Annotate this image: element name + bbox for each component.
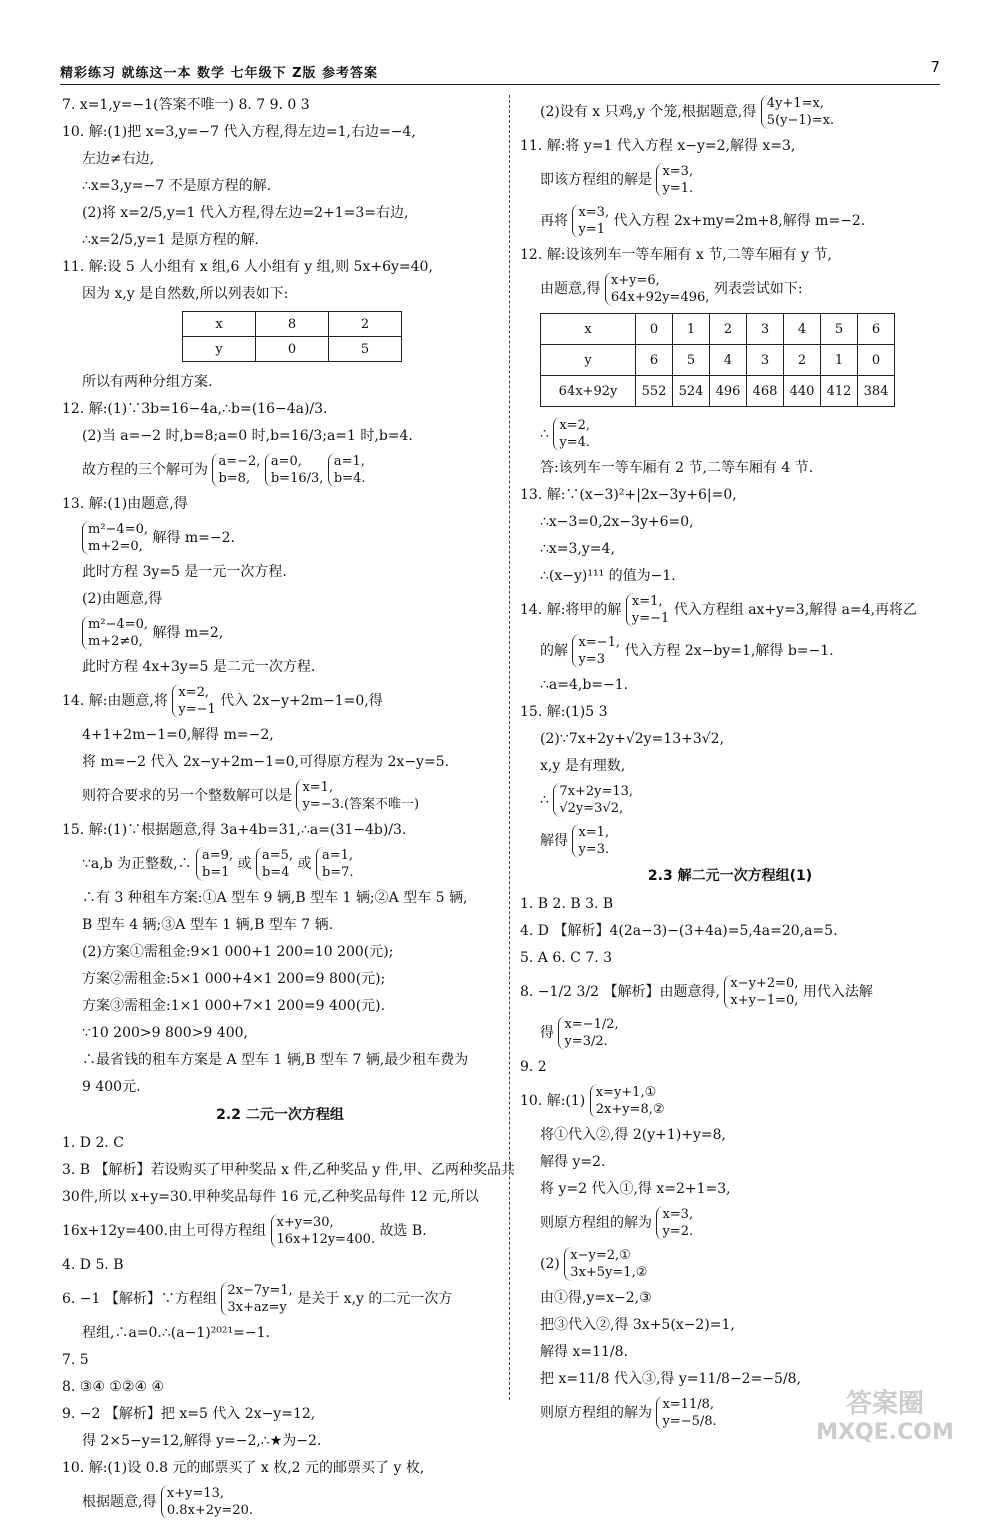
equation-system: [161, 1485, 253, 1519]
answer-line: [520, 417, 940, 451]
equation: x=1,: [578, 825, 610, 840]
table-row: [183, 337, 402, 362]
equation: m²−4=0,: [88, 522, 148, 537]
or-text: 或: [237, 856, 252, 872]
answer-line: 13. 解:(1)由题意,得: [62, 496, 188, 512]
answer-line: [520, 824, 940, 858]
equation-system: [572, 204, 609, 238]
answer-line: [520, 975, 940, 1009]
equation: y=3.: [578, 842, 610, 857]
equation-system: [212, 453, 260, 487]
equation-system: [172, 684, 215, 718]
table-cell: x: [541, 314, 636, 345]
equation: a=5,: [261, 848, 294, 863]
equation: y=4.: [559, 435, 591, 450]
answer-line: [520, 1206, 940, 1240]
answer-text: 代入方程 2x+my=2m+8,解得 m=−2.: [613, 213, 866, 229]
answer-line: [520, 95, 940, 129]
answer-text: 由题意,得: [540, 281, 601, 297]
equation: b=1: [202, 865, 230, 880]
equation-system: [256, 847, 293, 881]
watermark-bottom: MXQE.COM: [816, 1420, 954, 1445]
table-row: [541, 345, 895, 376]
answer-line: (2)方案①需租金:9×1 000+1 200=10 200(元);: [82, 944, 394, 960]
equation: x=2,: [559, 418, 591, 433]
equation: y=1: [578, 222, 605, 237]
equation: a=0,: [270, 454, 302, 469]
answer-line: 得 2×5−y=12,解得 y=−2,∴★为−2.: [82, 1433, 322, 1449]
equation: x=3,: [662, 164, 694, 179]
answer-line: ∴(x−y)¹¹¹ 的值为−1.: [540, 568, 676, 584]
answer-line: 将 y=2 代入①,得 x=2+1=3,: [540, 1181, 731, 1197]
answer-text: 的解: [540, 643, 568, 659]
answer-text: (2)设有 x 只鸡,y 个笼,根据题意,得: [540, 104, 757, 120]
answer-line: 4+1+2m−1=0,解得 m=−2,: [82, 727, 274, 743]
equation: x=−1/2,: [564, 1017, 619, 1032]
equation: x=2,: [178, 685, 209, 700]
answer-line: 9 400元.: [82, 1079, 141, 1095]
answer-line: 9. 2: [520, 1059, 547, 1075]
equation-system: [590, 1084, 665, 1118]
answer-line: 所以有两种分组方案.: [82, 374, 213, 390]
table-cell: 552: [636, 376, 673, 407]
table-cell: 6: [858, 314, 895, 345]
equation: 64x+92y=496,: [610, 290, 710, 305]
equation: 0.8x+2y=20.: [166, 1503, 253, 1518]
table-cell: y: [183, 337, 256, 362]
equation-system: [328, 453, 366, 487]
equation: b=16/3,: [270, 471, 324, 486]
table-cell: 4: [710, 345, 747, 376]
equation: x=1,: [302, 780, 334, 795]
equation: 2x+y=8,②: [595, 1102, 665, 1117]
answer-line: [520, 1084, 940, 1118]
table-cell: 5: [329, 337, 402, 362]
equation: m²−4=0,: [88, 617, 148, 632]
equation-system: [553, 417, 590, 451]
answer-line: 方案③需租金:1×1 000+7×1 200=9 400(元).: [82, 998, 386, 1014]
answer-line: ∴x−3=0,2x−3y+6=0,: [540, 514, 694, 530]
answer-line: 11. 解:将 y=1 代入方程 x−y=2,解得 x=3,: [520, 138, 796, 154]
answer-line: (2)∵7x+2y+√2y=13+3√2,: [540, 731, 725, 747]
equation: y=−3.(答案不唯一): [302, 797, 420, 812]
equation: x=3,: [578, 205, 610, 220]
page-header: [60, 58, 940, 85]
equation: 7x+2y=13,: [559, 784, 634, 799]
answer-line: [520, 163, 940, 197]
equation-system: [316, 847, 354, 881]
watermark-top: 答案圈: [845, 1389, 924, 1419]
answer-line: ∴x=2/5,y=1 是原方程的解.: [82, 232, 259, 248]
equation: 4y+1=x,: [766, 96, 824, 111]
answer-text: 6. −1 【解析】∵方程组: [62, 1291, 217, 1307]
table-cell: 6: [636, 345, 673, 376]
answer-text: 得: [540, 1025, 554, 1041]
answer-line: 7. x=1,y=−1(答案不唯一) 8. 7 9. 0 3: [62, 97, 310, 113]
answer-line: 10. 解:(1)把 x=3,y=−7 代入方程,得左边=1,右边=−4,: [62, 124, 416, 140]
page-number: 7: [930, 58, 940, 76]
equation: y=3/2.: [564, 1034, 608, 1049]
equation: b=4.: [333, 471, 366, 486]
table-cell: 0: [858, 345, 895, 376]
answer-line: 12. 解:(1)∵3b=16−4a,∴b=(16−4a)/3.: [62, 401, 328, 417]
answer-line: [520, 204, 940, 238]
equation: √2y=3√2,: [559, 801, 624, 816]
answer-text: 即该方程组的解是: [540, 172, 652, 188]
table-cell: 4: [784, 314, 821, 345]
table-cell: 5: [673, 345, 710, 376]
trial-table: [540, 313, 895, 407]
answer-line: 15. 解:(1)∵根据题意,得 3a+4b=31,∴a=(31−4b)/3.: [62, 822, 407, 838]
table-cell: 1: [821, 345, 858, 376]
equation: y=1.: [662, 181, 694, 196]
answer-text: ∴: [540, 426, 549, 442]
answer-line: 答:该列车一等车厢有 2 节,二等车厢有 4 节.: [540, 460, 814, 476]
equation: 5(y−1)=x.: [766, 113, 835, 128]
answer-text: (2): [540, 1256, 560, 1272]
answer-text: 代入 2x−y+2m−1=0,得: [220, 693, 383, 709]
answer-line: [62, 847, 498, 881]
table-cell: 0: [636, 314, 673, 345]
answer-line: [520, 1247, 940, 1281]
equation-system: [626, 593, 669, 627]
equation: y=2.: [662, 1224, 694, 1239]
table-cell: 524: [673, 376, 710, 407]
answer-line: (2)当 a=−2 时,b=8;a=0 时,b=16/3;a=1 时,b=4.: [82, 428, 413, 444]
equation: b=8,: [218, 471, 251, 486]
answer-text: 解得 m=2,: [152, 625, 224, 641]
table-cell: 496: [710, 376, 747, 407]
answer-line: [62, 521, 498, 555]
answer-line: (2)将 x=2/5,y=1 代入方程,得左边=2+1=3=右边,: [82, 205, 409, 221]
equation-system: [196, 847, 233, 881]
equation: x+y=6,: [610, 273, 660, 288]
equation: 2x−7y=1,: [227, 1283, 293, 1298]
table-cell: 8: [256, 312, 329, 337]
answer-line: 30件,所以 x+y=30.甲种奖品每件 16 元,乙种奖品每件 12 元,所以: [62, 1189, 479, 1205]
header-title: 精彩练习 就练这一本 数学 七年级下 Z版 参考答案: [60, 66, 379, 81]
answer-line: 把 x=11/8 代入③,得 y=11/8−2=−5/8,: [540, 1371, 802, 1387]
equation-system: [656, 1206, 693, 1240]
equation: 3x+5y=1,②: [570, 1265, 648, 1280]
table-cell: 0: [256, 337, 329, 362]
equation: 16x+12y=400.: [276, 1232, 376, 1247]
answer-text: 列表尝试如下:: [713, 281, 803, 297]
answer-line: [520, 272, 940, 306]
answer-line: [520, 783, 940, 817]
table-cell: 2: [329, 312, 402, 337]
answer-line: [62, 779, 498, 813]
answer-line: 程组,∴a=0.∴(a−1)²⁰²¹=−1.: [82, 1325, 270, 1341]
left-column: [62, 95, 516, 1526]
answer-line: ∴有 3 种租车方案:①A 型车 9 辆,B 型车 1 辆;②A 型车 5 辆,: [82, 890, 468, 906]
table-cell: 64x+92y: [541, 376, 636, 407]
answer-line: ∴a=4,b=−1.: [540, 677, 629, 693]
equation: m+2≠0,: [88, 634, 143, 649]
equation-system: [265, 453, 324, 487]
equation-system: [605, 272, 710, 306]
answer-line: 10. 解:(1)设 0.8 元的邮票买了 x 枚,2 元的邮票买了 y 枚,: [62, 1460, 425, 1476]
answer-line: ∴x=3,y=4,: [540, 541, 615, 557]
answer-text: 代入方程 2x−by=1,解得 b=−1.: [624, 643, 834, 659]
table-row: [541, 314, 895, 345]
answer-text: 10. 解:(1): [520, 1093, 586, 1109]
equation: a=−2,: [218, 454, 261, 469]
equation: x=3,: [662, 1207, 694, 1222]
answer-text: 解得 m=−2.: [152, 530, 235, 546]
equation: x=−1,: [578, 635, 620, 650]
answer-text: 用代入法解: [802, 984, 873, 1000]
answer-line: [62, 453, 498, 487]
answer-line: 解得 x=11/8.: [540, 1344, 628, 1360]
answer-line: [62, 1282, 498, 1316]
answer-line: [520, 1016, 940, 1050]
answer-line: 13. 解:∵(x−3)²+|2x−3y+6|=0,: [520, 487, 737, 503]
answer-text: 则原方程组的解为: [540, 1215, 652, 1231]
equation-system: [271, 1214, 376, 1248]
equation: x−y+2=0,: [730, 976, 799, 991]
table-cell: 3: [747, 345, 784, 376]
answer-line: 将 m=−2 代入 2x−y+2m−1=0,可得原方程为 2x−y=5.: [82, 754, 450, 770]
equation: a=9,: [202, 848, 234, 863]
equation: y=−1: [178, 702, 216, 717]
equation: b=7.: [321, 865, 354, 880]
equation: x=11/8,: [662, 1397, 715, 1412]
answer-line: (2)由题意,得: [82, 591, 163, 607]
equation-system: [656, 1396, 716, 1430]
equation-system: [572, 634, 620, 668]
equation-system: [564, 1247, 647, 1281]
equation: y=−1: [631, 611, 670, 626]
answer-line: 解得 y=2.: [540, 1154, 606, 1170]
answer-line: 此时方程 3y=5 是一元一次方程.: [82, 564, 287, 580]
equation-system: [656, 163, 693, 197]
answer-line: 12. 解:设该列车一等车厢有 x 节,二等车厢有 y 节,: [520, 247, 832, 263]
answer-text: 根据题意,得: [82, 1494, 157, 1510]
table-cell: 2: [784, 345, 821, 376]
table-cell: 468: [747, 376, 784, 407]
equation: x+y=30,: [276, 1215, 334, 1230]
equation-system: [558, 1016, 618, 1050]
answer-line: ∴最省钱的租车方案是 A 型车 1 辆,B 型车 7 辆,最少租车费为: [82, 1052, 469, 1068]
equation-system: [572, 824, 609, 858]
answer-text: 则原方程组的解为: [540, 1405, 652, 1421]
answer-line: 7. 5: [62, 1352, 89, 1368]
answer-line: 1. D 2. C: [62, 1135, 125, 1151]
answer-line: 1. B 2. B 3. B: [520, 896, 614, 912]
answer-line: 11. 解:设 5 人小组有 x 组,6 人小组有 y 组,则 5x+6y=40,: [62, 259, 433, 275]
answer-line: 5. A 6. C 7. 3: [520, 950, 613, 966]
table-cell: 412: [821, 376, 858, 407]
answer-line: ∵10 200>9 800>9 400,: [82, 1025, 248, 1041]
column-divider: [509, 95, 510, 1400]
answer-line: 左边≠右边,: [82, 151, 155, 167]
answer-text: 14. 解:将甲的解: [520, 602, 622, 618]
answer-text: ∵a,b 为正整数,∴: [82, 856, 192, 872]
equation: x−y=2,①: [570, 1248, 631, 1263]
equation-system: [761, 95, 834, 129]
answer-line: 4. D 【解析】4(2a−3)−(3+4a)=5,4a=20,a=5.: [520, 923, 838, 939]
answer-line: 3. B 【解析】若设购买了甲种奖品 x 件,乙种奖品 y 件,甲、乙两种奖品共: [62, 1162, 516, 1178]
answer-line: 把③代入②,得 3x+5(x−2)=1,: [540, 1317, 735, 1333]
answer-text: 故方程的三个解可为: [82, 462, 208, 478]
equation: 3x+az=y: [227, 1300, 287, 1315]
watermark-logo: [810, 1383, 960, 1443]
table-cell: 2: [710, 314, 747, 345]
answer-line: B 型车 4 辆;③A 型车 1 辆,B 型车 7 辆.: [82, 917, 334, 933]
answer-text: 故选 B.: [379, 1223, 427, 1239]
table-cell: 1: [673, 314, 710, 345]
answer-line: 因为 x,y 是自然数,所以列表如下:: [82, 286, 289, 302]
answer-line: 15. 解:(1)5 3: [520, 704, 608, 720]
answer-line: [520, 593, 940, 627]
table-row: [541, 376, 895, 407]
table-cell: 3: [747, 314, 784, 345]
section-heading: 2.2 二元一次方程组: [216, 1107, 344, 1123]
equation: y=3: [578, 652, 605, 667]
answer-text: 16x+12y=400.由上可得方程组: [62, 1223, 267, 1239]
equation: a=1,: [321, 848, 353, 863]
table-cell: x: [183, 312, 256, 337]
equation: x=y+1,①: [595, 1085, 657, 1100]
answer-text: 代入方程组 ax+y=3,解得 a=4,再将乙: [673, 602, 918, 618]
equation-system: [553, 783, 633, 817]
answer-text: 再将: [540, 213, 568, 229]
answer-line: [62, 616, 498, 650]
equation-system: [296, 779, 419, 813]
answer-line: x,y 是有理数,: [540, 758, 626, 774]
answer-line: [520, 634, 940, 668]
answer-line: [62, 1485, 498, 1519]
equation-system: [82, 521, 148, 555]
equation: x=1,: [631, 594, 663, 609]
answer-line: 将①代入②,得 2(y+1)+y=8,: [540, 1127, 727, 1143]
answer-text: ∴: [540, 792, 549, 808]
answer-text: 则符合要求的另一个整数解可以是: [82, 788, 292, 804]
answer-line: 4. D 5. B: [62, 1257, 124, 1273]
answer-text: 8. −1/2 3/2 【解析】由题意得,: [520, 984, 720, 1000]
answer-line: 此时方程 4x+3y=5 是二元一次方程.: [82, 659, 316, 675]
answer-text: 14. 解:由题意,将: [62, 693, 168, 709]
table-cell: 5: [821, 314, 858, 345]
equation: a=1,: [333, 454, 365, 469]
answer-text: 是关于 x,y 的二元一次方: [297, 1291, 453, 1307]
section-heading: 2.3 解二元一次方程组(1): [647, 868, 813, 884]
answer-line: [62, 1214, 498, 1248]
equation: b=4: [261, 865, 290, 880]
answer-text: 解得: [540, 833, 568, 849]
table-cell: y: [541, 345, 636, 376]
grouping-table: [182, 311, 402, 362]
answer-line: 9. −2 【解析】把 x=5 代入 2x−y=12,: [62, 1406, 316, 1422]
equation: x+y−1=0,: [730, 993, 799, 1008]
answer-line: 由①得,y=x−2,③: [540, 1290, 652, 1306]
answer-line: [62, 684, 498, 718]
equation: m+2=0,: [88, 539, 143, 554]
equation: y=−5/8.: [662, 1414, 717, 1429]
equation: x+y=13,: [166, 1486, 225, 1501]
right-column: [520, 95, 940, 1437]
answer-line: ∴x=3,y=−7 不是原方程的解.: [82, 178, 272, 194]
table-cell: 384: [858, 376, 895, 407]
table-row: [183, 312, 402, 337]
equation-system: [82, 616, 148, 650]
answer-line: 方案②需租金:5×1 000+4×1 200=9 800(元);: [82, 971, 386, 987]
table-cell: 440: [784, 376, 821, 407]
equation-system: [221, 1282, 292, 1316]
equation-system: [724, 975, 798, 1009]
or-text: 或: [297, 856, 312, 872]
answer-line: 8. ③④ ①②④ ④: [62, 1379, 165, 1395]
